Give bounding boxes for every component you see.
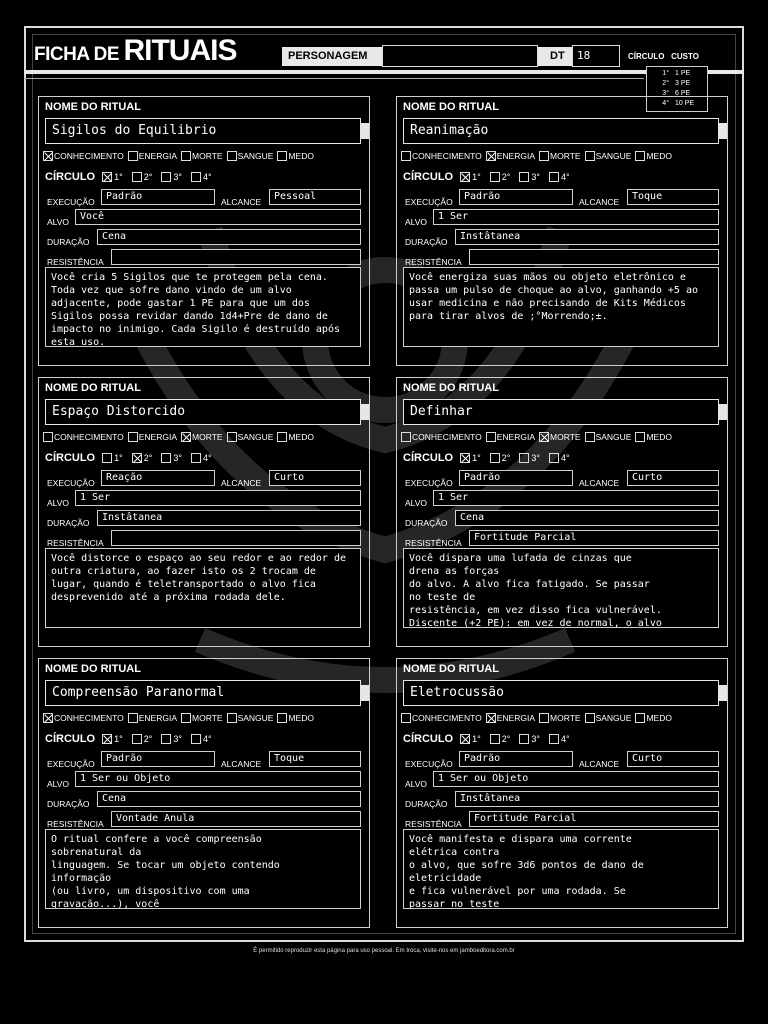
circle-checkbox[interactable]: [490, 172, 500, 182]
execucao-label: EXECUÇÃO: [47, 478, 95, 488]
element-label: CONHECIMENTO: [54, 432, 124, 442]
alvo-label: ALVO: [47, 498, 70, 508]
element-label: MEDO: [288, 151, 314, 161]
circle-checkbox[interactable]: [132, 172, 142, 182]
element-energia[interactable]: [128, 432, 177, 442]
element-medo[interactable]: [635, 151, 672, 161]
ritual-description[interactable]: Você cria 5 Sigilos que te protegem pela cena. Toda vez que sofre dano vindo de um alvo adjacente, pode gastar 1 PE para que um dos Sigilos possa revidar dando 1d4+Pre de dano de impacto no inimigo. Cada Sigilo é destruído após esta uso.: [45, 267, 361, 347]
execucao-label: EXECUÇÃO: [405, 759, 453, 769]
circle-checkbox[interactable]: [460, 453, 470, 463]
ritual-card: [396, 658, 728, 928]
element-checkbox[interactable]: [401, 151, 411, 161]
duracao-field[interactable]: Instâtanea: [455, 791, 719, 807]
element-morte[interactable]: [539, 151, 581, 161]
alcance-field[interactable]: Toque: [627, 189, 719, 205]
element-label: MEDO: [646, 713, 672, 723]
circle-option-4[interactable]: [549, 734, 570, 744]
resistencia-label: RESISTÊNCIA: [405, 538, 462, 548]
element-label: ENERGIA: [496, 432, 536, 442]
circle-option-label: 1°: [472, 172, 481, 182]
resistencia-field[interactable]: [111, 530, 361, 546]
element-checkbox[interactable]: [539, 432, 549, 442]
ritual-name-field[interactable]: Espaço Distorcido: [45, 399, 361, 425]
circle-option-label: 3°: [173, 172, 182, 182]
element-sangue[interactable]: [227, 432, 274, 442]
element-checkbox[interactable]: [539, 713, 549, 723]
ritual-name-tab: [719, 404, 727, 420]
element-checkbox[interactable]: [635, 713, 645, 723]
element-energia[interactable]: [128, 151, 177, 161]
element-checkbox[interactable]: [539, 151, 549, 161]
circle-label: CÍRCULO: [45, 733, 96, 745]
alcance-field[interactable]: Curto: [627, 751, 719, 767]
circle-checkbox[interactable]: [161, 453, 171, 463]
element-label: CONHECIMENTO: [54, 151, 124, 161]
duracao-field[interactable]: Cena: [455, 510, 719, 526]
ritual-name-tab: [361, 404, 369, 420]
circle-checkbox[interactable]: [191, 734, 201, 744]
circle-option-2[interactable]: [490, 453, 511, 463]
element-label: MEDO: [646, 432, 672, 442]
element-morte[interactable]: [539, 432, 581, 442]
circle-option-label: 2°: [501, 172, 511, 182]
ritual-description[interactable]: Você manifesta e dispara uma corrente elétrica contra o alvo, que sofre 3d6 pontos de dano de eletricidade e fica vulnerável por uma rodada. Se passar no teste: [403, 829, 719, 909]
element-checkbox[interactable]: [181, 151, 191, 161]
circle-option-3[interactable]: [519, 453, 540, 463]
element-energia[interactable]: [486, 432, 535, 442]
circle-label: CÍRCULO: [403, 733, 454, 745]
circle-checkbox[interactable]: [549, 453, 559, 463]
circle-checkbox[interactable]: [519, 172, 529, 182]
element-label: MEDO: [646, 151, 672, 161]
alvo-field[interactable]: 1 Ser: [433, 209, 719, 225]
circle-option-label: 3°: [173, 453, 182, 463]
element-row: [43, 151, 314, 161]
circle-option-4[interactable]: [191, 453, 212, 463]
execucao-field[interactable]: Padrão: [101, 189, 215, 205]
circulo-header: CÍRCULO: [628, 52, 665, 61]
dt-label: DT: [538, 47, 572, 66]
alvo-label: ALVO: [47, 217, 70, 227]
resistencia-field[interactable]: Vontade Anula: [111, 811, 361, 827]
ritual-card: [38, 658, 370, 928]
element-conhecimento[interactable]: [43, 432, 124, 442]
cost-row: 2° 3 PE: [662, 80, 691, 87]
circle-option-3[interactable]: [161, 453, 182, 463]
element-label: SANGUE: [237, 713, 274, 723]
footer-note: É permitido reproduzir esta página para uso pessoal. Em troca, visite-nos em jamboeditora.com.br: [253, 948, 515, 954]
element-label: SANGUE: [595, 713, 632, 723]
title-big: RITUAIS: [123, 34, 237, 67]
element-sangue[interactable]: [585, 432, 632, 442]
circle-option-3[interactable]: [519, 172, 540, 182]
element-conhecimento[interactable]: [43, 151, 124, 161]
element-sangue[interactable]: [585, 151, 632, 161]
element-label: MEDO: [288, 713, 314, 723]
circle-option-label: 3°: [531, 453, 540, 463]
element-label: MORTE: [550, 151, 581, 161]
execucao-field[interactable]: Reação: [101, 470, 215, 486]
circle-option-label: 4°: [202, 172, 212, 182]
circle-option-label: 1°: [472, 453, 481, 463]
element-label: MEDO: [288, 432, 314, 442]
circle-option-3[interactable]: [161, 734, 182, 744]
header-bar-thin: [24, 78, 644, 79]
circle-option-label: 1°: [114, 734, 123, 744]
circle-option-2[interactable]: [132, 734, 153, 744]
ritual-name-field[interactable]: Eletrocussão: [403, 680, 719, 706]
element-conhecimento[interactable]: [401, 151, 482, 161]
circle-checkbox[interactable]: [161, 172, 171, 182]
element-label: ENERGIA: [496, 151, 536, 161]
element-checkbox[interactable]: [277, 713, 287, 723]
circle-checkbox[interactable]: [132, 453, 142, 463]
circle-option-4[interactable]: [549, 172, 570, 182]
ritual-description[interactable]: Você dispara uma lufada de cinzas que drena as forças do alvo. A alvo fica fatigado. Se passar no teste de resistência, em vez disso fica vulnerável. Discente (+2 PE): em vez de normal, o alvo: [403, 548, 719, 628]
circle-checkbox[interactable]: [191, 453, 201, 463]
circle-option-label: 2°: [143, 172, 153, 182]
execucao-label: EXECUÇÃO: [405, 478, 453, 488]
alcance-label: ALCANCE: [221, 759, 262, 769]
circle-row: [45, 171, 218, 183]
alvo-field[interactable]: 1 Ser ou Objeto: [433, 771, 719, 787]
execucao-label: EXECUÇÃO: [47, 759, 95, 769]
alvo-label: ALVO: [405, 779, 428, 789]
resistencia-label: RESISTÊNCIA: [47, 257, 104, 267]
circle-checkbox[interactable]: [490, 453, 500, 463]
element-sangue[interactable]: [227, 713, 274, 723]
element-checkbox[interactable]: [401, 432, 411, 442]
circle-option-4[interactable]: [549, 453, 570, 463]
duracao-label: DURAÇÃO: [47, 518, 90, 528]
alvo-label: ALVO: [405, 217, 428, 227]
element-label: ENERGIA: [138, 432, 178, 442]
circle-checkbox[interactable]: [161, 734, 171, 744]
alcance-label: ALCANCE: [579, 759, 620, 769]
alcance-field[interactable]: Curto: [627, 470, 719, 486]
resistencia-label: RESISTÊNCIA: [47, 819, 104, 829]
element-checkbox[interactable]: [227, 432, 237, 442]
circle-option-label: 4°: [560, 453, 570, 463]
circle-option-label: 2°: [143, 734, 153, 744]
element-checkbox[interactable]: [128, 151, 138, 161]
element-checkbox[interactable]: [635, 432, 645, 442]
element-checkbox[interactable]: [486, 713, 496, 723]
execucao-field[interactable]: Padrão: [101, 751, 215, 767]
duracao-field[interactable]: Cena: [97, 229, 361, 245]
duracao-field[interactable]: Instâtanea: [97, 510, 361, 526]
ritual-description[interactable]: Você distorce o espaço ao seu redor e ao redor de outra criatura, ao fazer isto os 2 trocam de lugar, quando é teletransportado o alvo fica desprevenido até a próxima rodada dele.: [45, 548, 361, 628]
element-label: CONHECIMENTO: [412, 151, 482, 161]
circle-option-1[interactable]: [102, 172, 123, 182]
element-checkbox[interactable]: [486, 432, 496, 442]
circle-label: CÍRCULO: [45, 452, 96, 464]
element-label: ENERGIA: [496, 713, 536, 723]
ritual-name-label: NOME DO RITUAL: [45, 382, 141, 394]
element-label: SANGUE: [595, 151, 632, 161]
circle-row: [45, 452, 218, 464]
cost-table-header: [628, 52, 699, 61]
element-checkbox[interactable]: [43, 713, 53, 723]
element-checkbox[interactable]: [277, 151, 287, 161]
circle-checkbox[interactable]: [102, 172, 112, 182]
element-row: [43, 713, 314, 723]
circle-option-label: 1°: [114, 453, 123, 463]
ritual-card: [38, 96, 370, 366]
circle-row: [403, 733, 576, 745]
header-bar: [24, 70, 744, 74]
ritual-name-field[interactable]: Definhar: [403, 399, 719, 425]
circle-option-label: 4°: [202, 453, 212, 463]
ritual-name-field[interactable]: Compreensão Paranormal: [45, 680, 361, 706]
alvo-field[interactable]: 1 Ser ou Objeto: [75, 771, 361, 787]
alcance-label: ALCANCE: [579, 478, 620, 488]
element-label: MORTE: [192, 713, 223, 723]
execucao-label: EXECUÇÃO: [47, 197, 95, 207]
circle-checkbox[interactable]: [460, 734, 470, 744]
circle-option-4[interactable]: [191, 734, 212, 744]
circle-option-3[interactable]: [519, 734, 540, 744]
element-conhecimento[interactable]: [43, 713, 124, 723]
circle-checkbox[interactable]: [132, 734, 142, 744]
ritual-description[interactable]: Você energiza suas mãos ou objeto eletrônico e passa um pulso de choque ao alvo, ganhando +5 ao usar medicina e não precisando de Kits Médicos para tirar alvos de ;°Morrendo;±.: [403, 267, 719, 347]
element-checkbox[interactable]: [181, 432, 191, 442]
element-checkbox[interactable]: [585, 432, 595, 442]
circle-option-1[interactable]: [102, 734, 123, 744]
circle-option-label: 3°: [173, 734, 182, 744]
element-morte[interactable]: [181, 432, 223, 442]
circle-option-label: 1°: [472, 734, 481, 744]
circle-option-1[interactable]: [460, 734, 481, 744]
execucao-field[interactable]: Padrão: [459, 751, 573, 767]
circle-checkbox[interactable]: [191, 172, 201, 182]
element-checkbox[interactable]: [585, 713, 595, 723]
element-conhecimento[interactable]: [401, 432, 482, 442]
element-medo[interactable]: [277, 713, 314, 723]
duracao-label: DURAÇÃO: [47, 237, 90, 247]
alvo-field[interactable]: 1 Ser: [433, 490, 719, 506]
custo-header: CUSTO: [671, 52, 699, 61]
circle-checkbox[interactable]: [460, 172, 470, 182]
alvo-field[interactable]: 1 Ser: [75, 490, 361, 506]
element-row: [43, 432, 314, 442]
ritual-description[interactable]: O ritual confere a você compreensão sobrenatural da linguagem. Se tocar um objeto contendo informação (ou livro, um dispositivo com uma gravação...), você: [45, 829, 361, 909]
ritual-name-tab: [361, 685, 369, 701]
element-label: SANGUE: [237, 151, 274, 161]
element-morte[interactable]: [539, 713, 581, 723]
element-checkbox[interactable]: [635, 151, 645, 161]
element-label: MORTE: [550, 432, 581, 442]
circle-checkbox[interactable]: [102, 453, 112, 463]
ritual-name-field[interactable]: Reanimação: [403, 118, 719, 144]
element-checkbox[interactable]: [43, 432, 53, 442]
circle-checkbox[interactable]: [102, 734, 112, 744]
cost-row: 4° 10 PE: [662, 100, 695, 107]
element-morte[interactable]: [181, 713, 223, 723]
circle-option-label: 1°: [114, 172, 123, 182]
alcance-field[interactable]: Curto: [269, 470, 361, 486]
element-morte[interactable]: [181, 151, 223, 161]
ritual-name-tab: [719, 123, 727, 139]
element-checkbox[interactable]: [128, 713, 138, 723]
ritual-name-label: NOME DO RITUAL: [45, 663, 141, 675]
resistencia-label: RESISTÊNCIA: [405, 819, 462, 829]
resistencia-field[interactable]: Fortitude Parcial: [469, 811, 719, 827]
circle-option-label: 4°: [560, 172, 570, 182]
circle-option-1[interactable]: [460, 453, 481, 463]
circle-checkbox[interactable]: [519, 453, 529, 463]
element-row: [401, 151, 672, 161]
circle-option-label: 2°: [143, 453, 153, 463]
element-checkbox[interactable]: [486, 151, 496, 161]
alcance-label: ALCANCE: [579, 197, 620, 207]
duracao-field[interactable]: Cena: [97, 791, 361, 807]
ritual-name-label: NOME DO RITUAL: [403, 101, 499, 113]
resistencia-field[interactable]: [469, 249, 719, 265]
alcance-label: ALCANCE: [221, 197, 262, 207]
element-medo[interactable]: [277, 432, 314, 442]
circle-option-4[interactable]: [191, 172, 212, 182]
circle-option-label: 3°: [531, 172, 540, 182]
resistencia-label: RESISTÊNCIA: [47, 538, 104, 548]
sheet-title: [34, 36, 236, 66]
circle-option-label: 2°: [501, 734, 511, 744]
circle-option-label: 4°: [560, 734, 570, 744]
element-label: CONHECIMENTO: [412, 713, 482, 723]
element-label: ENERGIA: [138, 151, 178, 161]
element-label: CONHECIMENTO: [54, 713, 124, 723]
ritual-name-tab: [719, 685, 727, 701]
element-conhecimento[interactable]: [401, 713, 482, 723]
circle-row: [403, 452, 576, 464]
ritual-name-label: NOME DO RITUAL: [45, 101, 141, 113]
element-energia[interactable]: [486, 151, 535, 161]
circle-option-2[interactable]: [490, 734, 511, 744]
element-checkbox[interactable]: [277, 432, 287, 442]
element-checkbox[interactable]: [128, 432, 138, 442]
element-label: MORTE: [192, 151, 223, 161]
element-checkbox[interactable]: [401, 713, 411, 723]
element-medo[interactable]: [277, 151, 314, 161]
element-sangue[interactable]: [585, 713, 632, 723]
circle-checkbox[interactable]: [519, 734, 529, 744]
ritual-name-label: NOME DO RITUAL: [403, 663, 499, 675]
circle-option-2[interactable]: [132, 172, 153, 182]
cost-row: 3° 6 PE: [662, 90, 691, 97]
title-small: FICHA DE: [34, 44, 120, 65]
ritual-card: [38, 377, 370, 647]
circle-option-2[interactable]: [132, 453, 153, 463]
ritual-name-label: NOME DO RITUAL: [403, 382, 499, 394]
alcance-field[interactable]: Toque: [269, 751, 361, 767]
element-checkbox[interactable]: [181, 713, 191, 723]
element-label: MORTE: [192, 432, 223, 442]
circle-option-label: 4°: [202, 734, 212, 744]
circle-checkbox[interactable]: [490, 734, 500, 744]
circle-checkbox[interactable]: [549, 734, 559, 744]
personagem-field[interactable]: [382, 45, 538, 67]
execucao-field[interactable]: Padrão: [459, 189, 573, 205]
element-checkbox[interactable]: [227, 151, 237, 161]
cost-row: 1° 1 PE: [662, 70, 691, 77]
element-label: MORTE: [550, 713, 581, 723]
element-row: [401, 713, 672, 723]
element-checkbox[interactable]: [227, 713, 237, 723]
duracao-label: DURAÇÃO: [405, 518, 448, 528]
execucao-field[interactable]: Padrão: [459, 470, 573, 486]
alvo-label: ALVO: [47, 779, 70, 789]
resistencia-field[interactable]: [111, 249, 361, 265]
circle-option-3[interactable]: [161, 172, 182, 182]
resistencia-label: RESISTÊNCIA: [405, 257, 462, 267]
circle-row: [403, 171, 576, 183]
alvo-label: ALVO: [405, 498, 428, 508]
circle-option-1[interactable]: [460, 172, 481, 182]
circle-label: CÍRCULO: [403, 452, 454, 464]
element-label: SANGUE: [595, 432, 632, 442]
element-row: [401, 432, 672, 442]
element-checkbox[interactable]: [43, 151, 53, 161]
circle-option-label: 3°: [531, 734, 540, 744]
alcance-label: ALCANCE: [221, 478, 262, 488]
element-medo[interactable]: [635, 713, 672, 723]
circle-label: CÍRCULO: [45, 171, 96, 183]
element-energia[interactable]: [486, 713, 535, 723]
element-label: ENERGIA: [138, 713, 178, 723]
resistencia-field[interactable]: Fortitude Parcial: [469, 530, 719, 546]
element-checkbox[interactable]: [585, 151, 595, 161]
execucao-label: EXECUÇÃO: [405, 197, 453, 207]
circle-row: [45, 733, 218, 745]
circle-option-2[interactable]: [490, 172, 511, 182]
personagem-label: PERSONAGEM: [282, 47, 382, 66]
circle-option-1[interactable]: [102, 453, 123, 463]
alvo-field[interactable]: Você: [75, 209, 361, 225]
duracao-label: DURAÇÃO: [405, 237, 448, 247]
circle-checkbox[interactable]: [549, 172, 559, 182]
ritual-card: [396, 377, 728, 647]
circle-label: CÍRCULO: [403, 171, 454, 183]
element-sangue[interactable]: [227, 151, 274, 161]
element-label: CONHECIMENTO: [412, 432, 482, 442]
circle-option-label: 2°: [501, 453, 511, 463]
ritual-name-field[interactable]: Sigilos do Equilibrio: [45, 118, 361, 144]
duracao-label: DURAÇÃO: [47, 799, 90, 809]
duracao-label: DURAÇÃO: [405, 799, 448, 809]
alcance-field[interactable]: Pessoal: [269, 189, 361, 205]
duracao-field[interactable]: Instâtanea: [455, 229, 719, 245]
ritual-name-tab: [361, 123, 369, 139]
element-label: SANGUE: [237, 432, 274, 442]
element-energia[interactable]: [128, 713, 177, 723]
ritual-card: [396, 96, 728, 366]
element-medo[interactable]: [635, 432, 672, 442]
dt-field[interactable]: 18: [572, 45, 620, 67]
